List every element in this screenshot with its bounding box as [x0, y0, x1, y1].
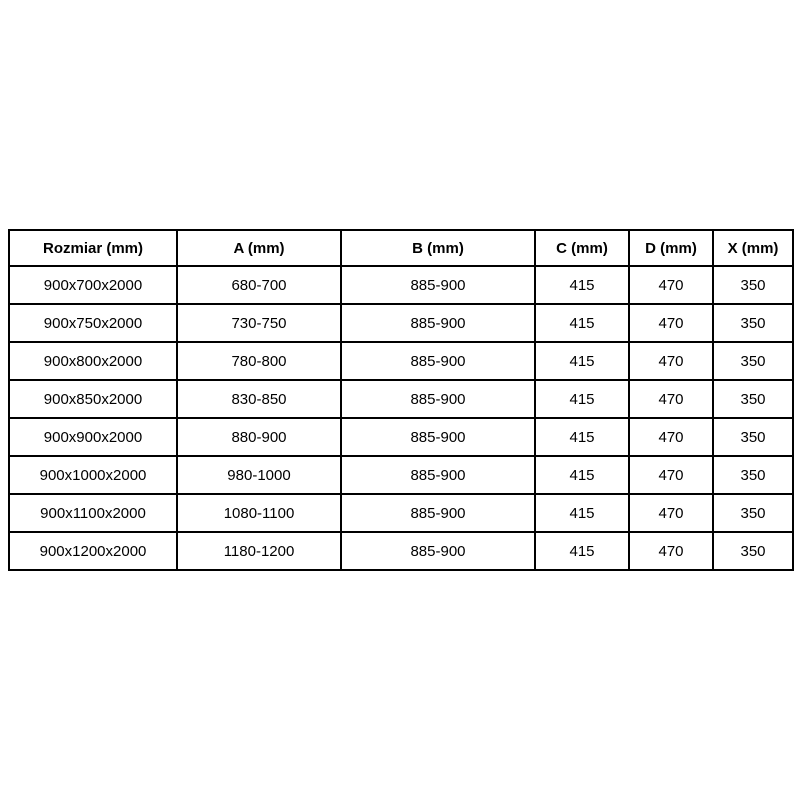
cell-a: 680-700 — [177, 266, 341, 304]
cell-a: 730-750 — [177, 304, 341, 342]
cell-d: 470 — [629, 342, 713, 380]
table-header-row — [9, 230, 793, 266]
cell-d: 470 — [629, 380, 713, 418]
cell-x: 350 — [713, 494, 793, 532]
cell-b: 885-900 — [341, 532, 535, 570]
cell-d: 470 — [629, 532, 713, 570]
cell-b: 885-900 — [341, 304, 535, 342]
column-header-x: X (mm) — [713, 230, 793, 266]
cell-c: 415 — [535, 418, 629, 456]
cell-d: 470 — [629, 456, 713, 494]
cell-a: 1080-1100 — [177, 494, 341, 532]
column-header-c: C (mm) — [535, 230, 629, 266]
table-row — [9, 418, 793, 456]
cell-x: 350 — [713, 304, 793, 342]
cell-b: 885-900 — [341, 418, 535, 456]
cell-d: 470 — [629, 494, 713, 532]
table-row — [9, 532, 793, 570]
cell-d: 470 — [629, 266, 713, 304]
table-row — [9, 342, 793, 380]
cell-d: 470 — [629, 304, 713, 342]
column-header-d: D (mm) — [629, 230, 713, 266]
cell-c: 415 — [535, 266, 629, 304]
table-row — [9, 494, 793, 532]
table-row — [9, 380, 793, 418]
cell-x: 350 — [713, 380, 793, 418]
cell-x: 350 — [713, 266, 793, 304]
size-spec-table — [8, 229, 794, 571]
cell-b: 885-900 — [341, 342, 535, 380]
cell-c: 415 — [535, 380, 629, 418]
cell-x: 350 — [713, 418, 793, 456]
cell-rozmiar: 900x1100x2000 — [9, 494, 177, 532]
cell-a: 980-1000 — [177, 456, 341, 494]
cell-rozmiar: 900x1000x2000 — [9, 456, 177, 494]
cell-x: 350 — [713, 342, 793, 380]
cell-c: 415 — [535, 532, 629, 570]
cell-c: 415 — [535, 456, 629, 494]
cell-rozmiar: 900x700x2000 — [9, 266, 177, 304]
cell-b: 885-900 — [341, 266, 535, 304]
cell-b: 885-900 — [341, 380, 535, 418]
cell-x: 350 — [713, 456, 793, 494]
cell-b: 885-900 — [341, 494, 535, 532]
cell-c: 415 — [535, 494, 629, 532]
table-row — [9, 266, 793, 304]
cell-x: 350 — [713, 532, 793, 570]
cell-b: 885-900 — [341, 456, 535, 494]
cell-d: 470 — [629, 418, 713, 456]
cell-rozmiar: 900x1200x2000 — [9, 532, 177, 570]
cell-c: 415 — [535, 304, 629, 342]
column-header-b: B (mm) — [341, 230, 535, 266]
cell-rozmiar: 900x750x2000 — [9, 304, 177, 342]
column-header-a: A (mm) — [177, 230, 341, 266]
cell-rozmiar: 900x800x2000 — [9, 342, 177, 380]
column-header-rozmiar: Rozmiar (mm) — [9, 230, 177, 266]
table-row — [9, 304, 793, 342]
cell-a: 780-800 — [177, 342, 341, 380]
cell-a: 1180-1200 — [177, 532, 341, 570]
table-row — [9, 456, 793, 494]
cell-rozmiar: 900x900x2000 — [9, 418, 177, 456]
cell-a: 880-900 — [177, 418, 341, 456]
cell-rozmiar: 900x850x2000 — [9, 380, 177, 418]
cell-c: 415 — [535, 342, 629, 380]
cell-a: 830-850 — [177, 380, 341, 418]
